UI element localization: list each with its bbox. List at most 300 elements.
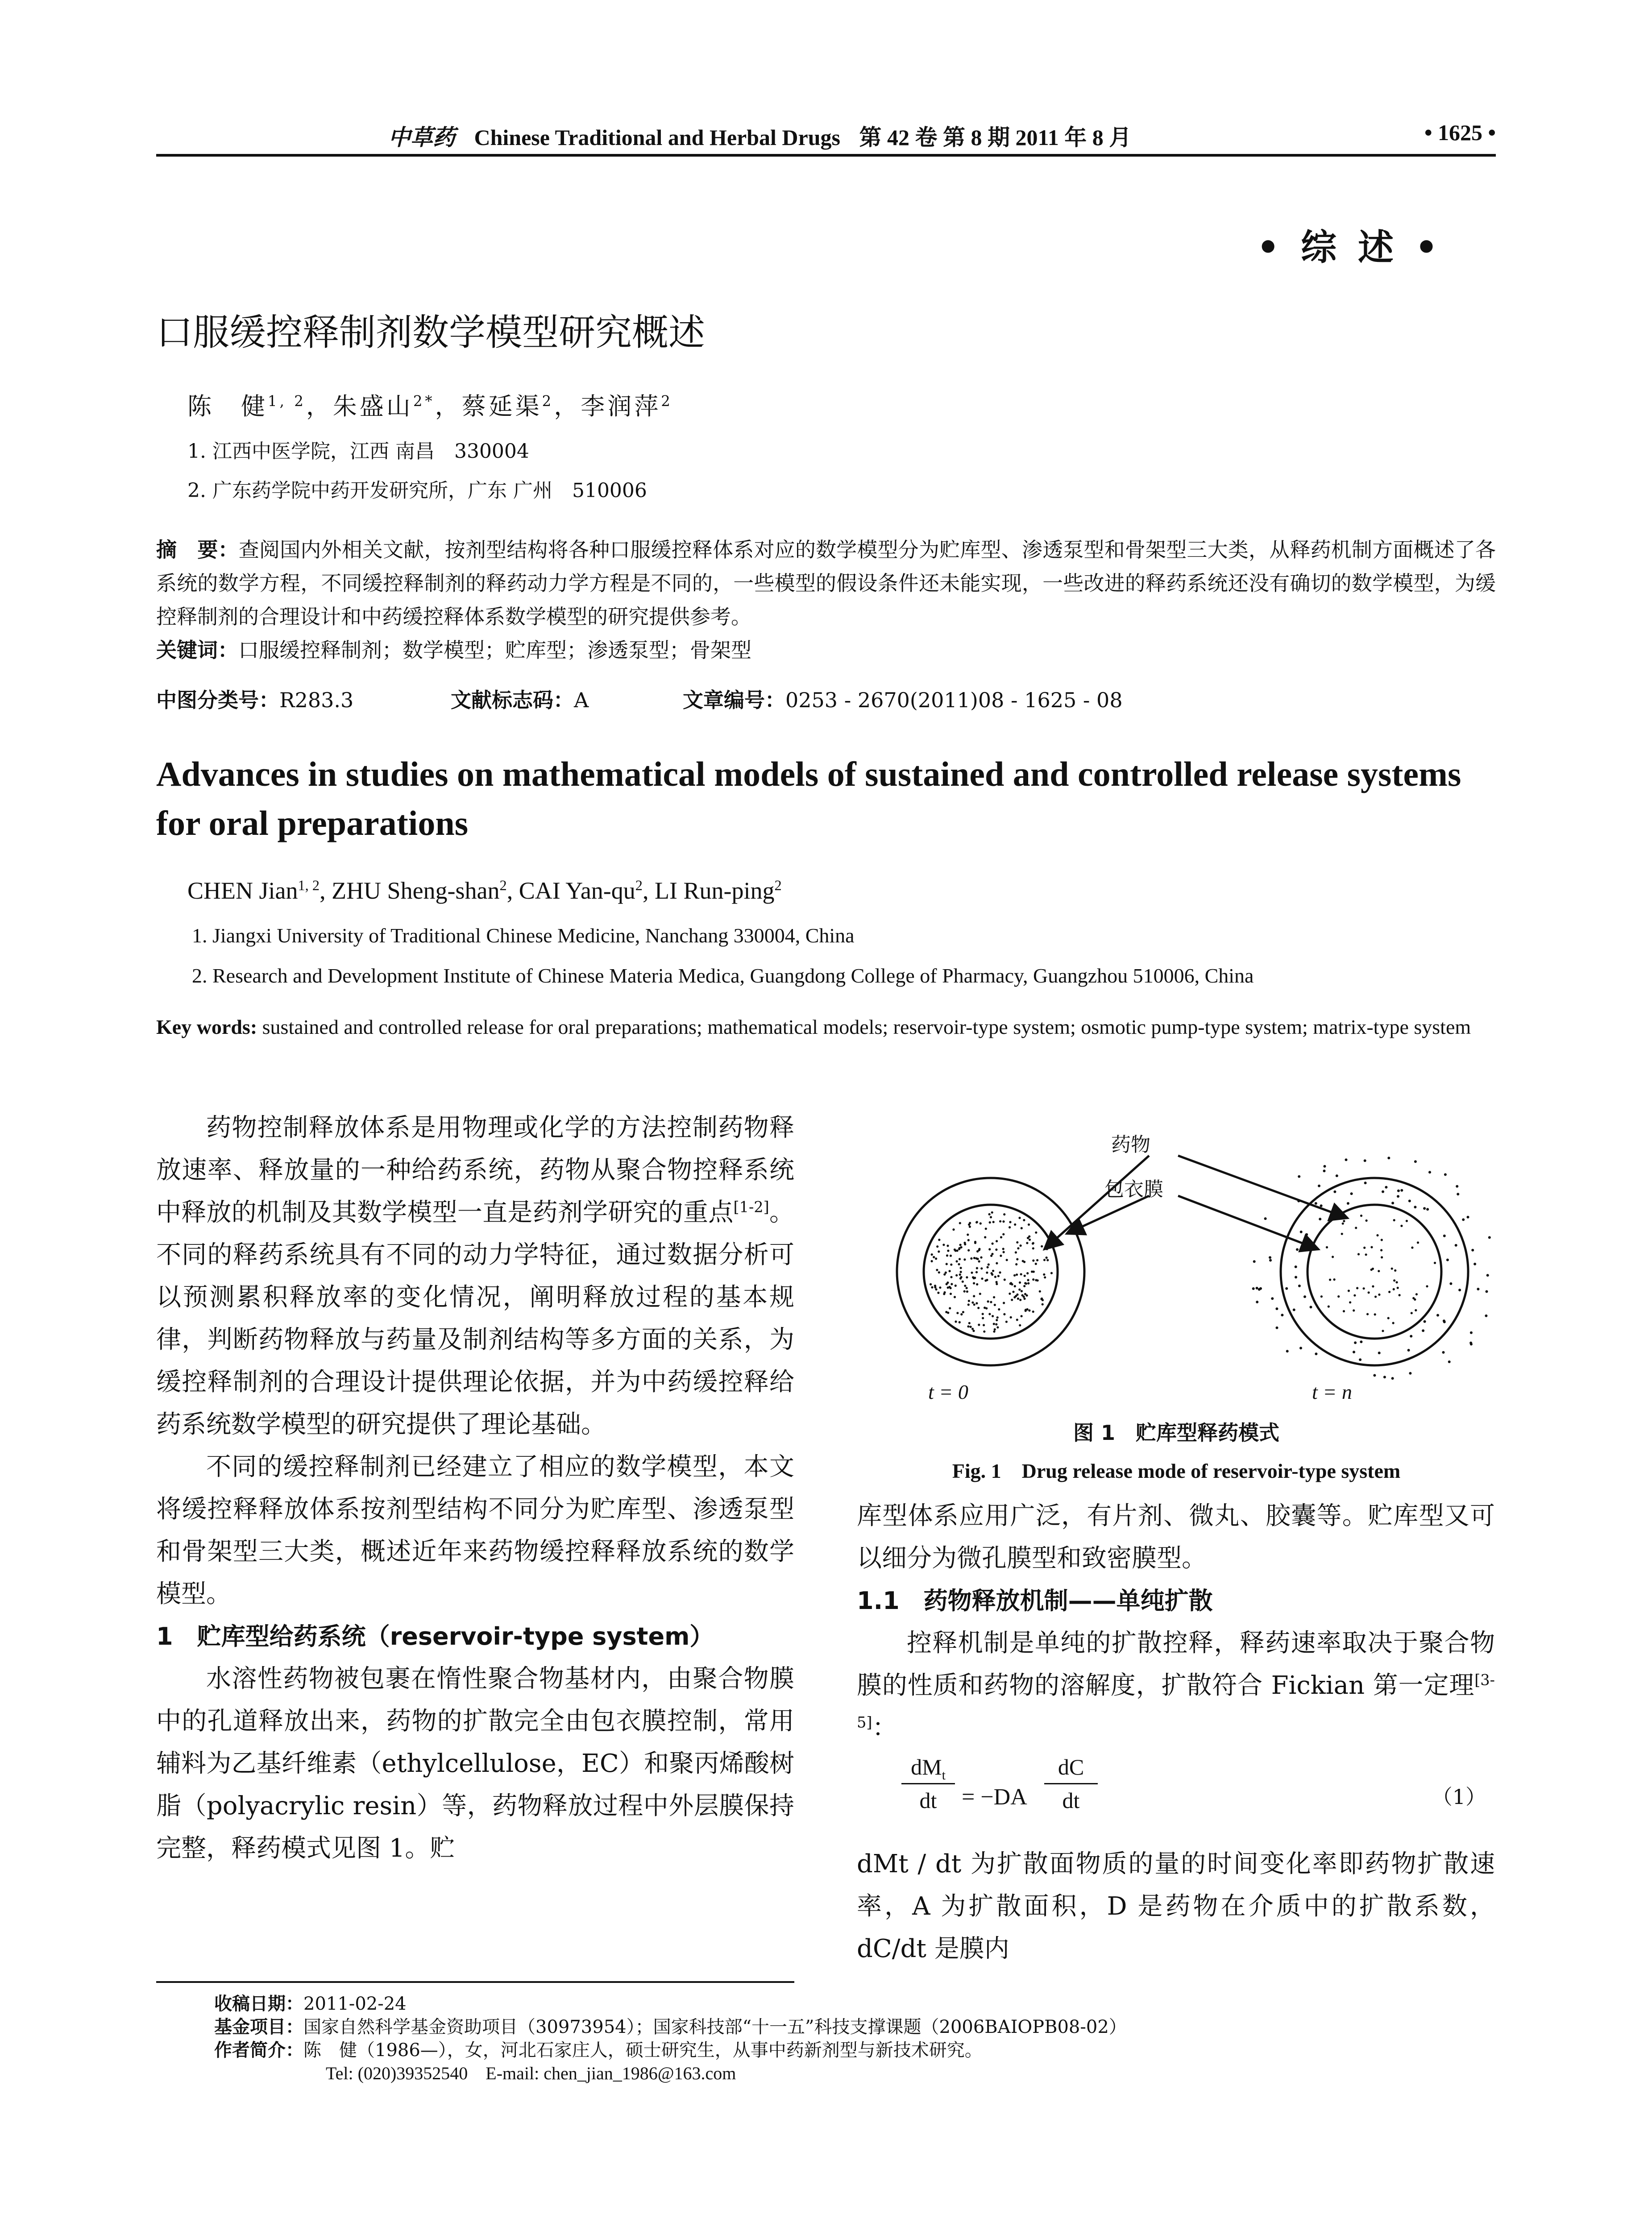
drug-particle (976, 1267, 978, 1269)
eq-rhs-den: dt (1062, 1788, 1080, 1813)
drug-particle (1009, 1221, 1011, 1223)
figure-caption-cn: 图 1 贮库型释药模式 (1073, 1421, 1280, 1445)
drug-particle (1347, 1202, 1349, 1205)
author-separator: ， (306, 392, 333, 420)
drug-particle (955, 1274, 958, 1277)
drug-particle (1428, 1171, 1431, 1174)
drug-particle (1411, 1247, 1413, 1249)
drug-particle (1363, 1247, 1366, 1249)
english-affiliation: 1. Jiangxi University of Traditional Chinese Medicine, Nanchang 330004, China (192, 924, 855, 947)
drug-particle (995, 1248, 997, 1251)
drug-particle (1382, 1190, 1384, 1193)
drug-particle (1350, 1192, 1353, 1195)
drug-particle (967, 1239, 970, 1241)
author-affil-mark: 2 (635, 878, 643, 894)
drug-particle (963, 1258, 966, 1261)
footnote-value: 国家自然科学基金资助项目（30973954）；国家科技部“十一五”科技支撑课题（2006BAIOPB08-02） (303, 2017, 1127, 2037)
equation-1 (857, 1749, 1495, 1843)
drug-particle (1378, 1352, 1381, 1354)
drug-particle (950, 1293, 952, 1295)
drug-particle (931, 1253, 933, 1256)
drug-particle (1426, 1285, 1428, 1287)
drug-particle (960, 1313, 963, 1315)
drug-particles-t0 (930, 1211, 1053, 1333)
drug-particle (1393, 1288, 1395, 1290)
reservoir-release-diagram (857, 1102, 1496, 1414)
drug-particle (1016, 1241, 1018, 1244)
drug-particle (962, 1281, 964, 1283)
body-right-column (857, 1495, 1495, 1970)
drug-particle (1310, 1306, 1312, 1308)
drug-particle (966, 1290, 968, 1293)
drug-particle (982, 1313, 984, 1315)
drug-particle (960, 1267, 962, 1269)
drug-particle (1035, 1279, 1037, 1281)
footnote-label: 收稿日期： (214, 1994, 303, 2014)
drug-particle (1385, 1186, 1387, 1189)
drug-particle (1422, 1329, 1424, 1332)
drug-particle (1374, 1296, 1377, 1298)
drug-particle (1391, 1202, 1394, 1204)
drug-particle (999, 1271, 1001, 1273)
drug-particle (1364, 1182, 1367, 1184)
drug-particle (1018, 1217, 1021, 1219)
drug-particle (973, 1295, 975, 1297)
drug-particle (1368, 1291, 1370, 1294)
drug-particle (1305, 1233, 1308, 1236)
drug-particle (1043, 1273, 1045, 1276)
journal-name-en: Chinese Traditional and Herbal Drugs (474, 125, 840, 150)
author-separator: , (642, 877, 655, 904)
drug-particle (1364, 1159, 1366, 1162)
drug-particle (975, 1257, 978, 1260)
drug-particle (1337, 1295, 1340, 1298)
drug-particle (1021, 1315, 1023, 1317)
drug-particle (996, 1319, 998, 1321)
keywords-text: 口服缓控释制剂；数学模型；贮库型；渗透泵型；骨架型 (238, 638, 751, 662)
clc-code: R283.3 (279, 688, 354, 712)
drug-particle (1356, 1287, 1358, 1289)
drug-particle (1050, 1272, 1053, 1274)
drug-particle (1023, 1296, 1025, 1298)
drug-particle (976, 1250, 979, 1252)
drug-particle (1028, 1309, 1030, 1311)
drug-particle (992, 1243, 994, 1245)
footnote-rule (156, 1981, 794, 1983)
footnote-label: 基金项目： (214, 2017, 303, 2037)
drug-particle (934, 1285, 936, 1287)
footnote-bio (214, 2039, 1464, 2062)
drug-particle (1015, 1263, 1017, 1265)
drug-particle (1293, 1309, 1295, 1311)
drug-particle (938, 1271, 940, 1273)
drug-particle (1343, 1310, 1345, 1312)
drug-particle (1345, 1158, 1348, 1161)
drug-particle (984, 1279, 987, 1281)
classification-line (156, 684, 1123, 713)
drug-particle (942, 1244, 945, 1246)
drug-particle (955, 1320, 957, 1323)
article-number: 0253 - 2670(2011)08 - 1625 - 08 (785, 688, 1123, 712)
journal-name-cn: 中草药 (388, 124, 455, 150)
drug-particle (1013, 1274, 1016, 1277)
drug-particle (1021, 1290, 1023, 1292)
drug-particle (1281, 1314, 1283, 1316)
drug-particle (1391, 1268, 1393, 1270)
drug-particle (1253, 1260, 1256, 1263)
drug-particle (1349, 1301, 1351, 1303)
drug-particle (1328, 1306, 1330, 1308)
english-authors (187, 877, 782, 904)
drug-particle (959, 1321, 961, 1323)
drug-particle (1026, 1294, 1028, 1297)
drug-particle (1023, 1219, 1025, 1221)
drug-particle (991, 1211, 993, 1214)
citation[interactable]: [3-5] (857, 1671, 1495, 1731)
drug-particle (933, 1256, 935, 1258)
drug-particle (1024, 1282, 1026, 1284)
drug-particle (946, 1254, 948, 1256)
footnote-contact: Tel: (020)39352540 E-mail: chen_jian_1986@163.com (326, 2063, 736, 2083)
drug-particle (1017, 1247, 1019, 1249)
drug-particle (1286, 1350, 1289, 1352)
drug-particle (1415, 1309, 1417, 1311)
drug-particle (1486, 1274, 1489, 1277)
drug-particle (966, 1287, 968, 1289)
drug-particle (999, 1220, 1001, 1223)
drug-particle (1486, 1290, 1488, 1293)
journal-issue: 第 42 卷 第 8 期 2011 年 8 月 (859, 125, 1132, 150)
drug-particle (1333, 1190, 1336, 1193)
drug-particle (967, 1303, 970, 1306)
drug-particle (947, 1286, 949, 1289)
author-affil-mark: 2* (413, 393, 435, 410)
drug-particle (1011, 1299, 1013, 1301)
body-paragraph (156, 1107, 794, 1446)
keywords-label: 关键词： (156, 638, 238, 662)
eq-lhs-sub: t (942, 1768, 946, 1783)
drug-particle (1381, 1256, 1383, 1258)
drug-particle (983, 1331, 985, 1333)
drug-particle (1026, 1272, 1029, 1274)
drug-particle (1353, 1351, 1355, 1353)
drug-particle (972, 1330, 975, 1332)
drug-particle (1017, 1298, 1019, 1300)
author-name: 蔡延渠 (461, 392, 542, 420)
drug-particle (1348, 1290, 1350, 1292)
drug-particle (987, 1300, 989, 1302)
drug-particle (1383, 1376, 1386, 1378)
arrow-drug-to-tn (1178, 1156, 1348, 1218)
drug-particle (967, 1325, 969, 1327)
drug-particle (964, 1285, 966, 1287)
doc-code: A (574, 688, 589, 712)
drug-particle (959, 1222, 961, 1224)
drug-particle (1024, 1275, 1026, 1277)
drug-particle (1318, 1185, 1320, 1187)
drug-particle (1414, 1160, 1417, 1163)
chinese-abstract (156, 533, 1496, 634)
drug-particle (977, 1307, 980, 1309)
drug-particle (996, 1316, 999, 1319)
drug-particle (1021, 1227, 1023, 1229)
drug-particle (1002, 1248, 1004, 1250)
citation[interactable]: [1-2] (733, 1198, 769, 1216)
drug-particle (995, 1323, 997, 1325)
drug-particle (980, 1222, 982, 1224)
drug-particle (1357, 1253, 1360, 1255)
drug-particle (938, 1239, 940, 1241)
drug-particle (1366, 1313, 1369, 1315)
label-drug: 药物 (1111, 1133, 1150, 1156)
drug-particle (981, 1277, 983, 1280)
drug-particle (1269, 1256, 1271, 1259)
drug-particle (1455, 1244, 1457, 1247)
drug-particle (1285, 1287, 1288, 1290)
drug-particle (1035, 1232, 1037, 1234)
body-text: 控释机制是单纯的扩散控释，释药速率取决于聚合物膜的性质和药物的溶解度，扩散符合 Fickian 第一定理 (857, 1629, 1495, 1700)
drug-particle (988, 1248, 991, 1250)
english-affiliation: 2. Research and Development Institute of Chinese Materia Medica, Guangdong College of Pharmacy, Guangzhou 510006, China (192, 964, 1254, 987)
drug-particle (959, 1273, 961, 1276)
capsule-tn (1252, 1157, 1491, 1380)
drug-particle (1342, 1223, 1344, 1225)
drug-particle (980, 1267, 983, 1269)
drug-particle (1044, 1276, 1046, 1278)
drug-particle (1000, 1236, 1002, 1238)
drug-particle (1434, 1262, 1436, 1264)
drug-particle (1477, 1288, 1479, 1290)
drug-particle (1373, 1374, 1376, 1377)
drug-particle (1259, 1287, 1262, 1290)
drug-particle (1417, 1241, 1419, 1244)
clc-label: 中图分类号： (156, 688, 279, 712)
drug-particle (996, 1281, 998, 1283)
drug-particle (1399, 1294, 1401, 1296)
drug-particle (1397, 1195, 1399, 1198)
drug-particle (973, 1303, 975, 1306)
drug-particle (951, 1283, 953, 1285)
chinese-keywords (156, 634, 1496, 667)
drug-particle (971, 1328, 974, 1330)
drug-particle (1032, 1242, 1034, 1244)
author-affil-mark: 2 (542, 393, 554, 410)
drug-particle (978, 1324, 980, 1326)
drug-particle (1329, 1279, 1331, 1281)
drug-particle (986, 1272, 988, 1274)
drug-particle (943, 1293, 945, 1295)
drug-particle (1410, 1335, 1412, 1338)
drug-particle (994, 1304, 996, 1306)
running-header (156, 120, 1496, 155)
drug-particle (979, 1293, 981, 1295)
drug-particle (1275, 1307, 1278, 1310)
drug-particle (952, 1228, 955, 1231)
drug-particle (993, 1331, 995, 1333)
drug-particle (1397, 1287, 1399, 1289)
author-affil-mark: 2 (774, 878, 782, 894)
equation-middle: = −DA (962, 1784, 1027, 1810)
drug-particle (1256, 1287, 1258, 1290)
drug-particle (1448, 1360, 1451, 1363)
drug-particle (1032, 1278, 1034, 1281)
drug-particle (947, 1250, 949, 1252)
drug-particle (998, 1308, 1000, 1310)
drug-particles-tn (1252, 1157, 1491, 1380)
drug-particle (988, 1313, 991, 1315)
drug-particle (1029, 1239, 1031, 1241)
drug-particle (1444, 1173, 1447, 1176)
author-separator: ， (554, 392, 581, 420)
drug-particle (1026, 1242, 1028, 1244)
drug-particle (967, 1249, 970, 1252)
eq-lhs-den: dt (919, 1788, 937, 1813)
footnote-value: 2011-02-24 (303, 1994, 407, 2014)
author-name: 陈 健 (187, 392, 268, 420)
body-paragraph: dMt / dt 为扩散面物质的量的时间变化率即药物扩散速率，A 为扩散面积，D 是药物在介质中的扩散系数，dC/dt 是膜内 (857, 1849, 1495, 1963)
drug-particle (1359, 1358, 1361, 1361)
coating-outer-tn (1281, 1178, 1468, 1365)
author-affil-mark: 1, 2 (268, 393, 306, 410)
body-text: 。不同的释药系统具有不同的动力学特征，通过数据分析可以预测累积释放率的变化情况，阐明释放过程的基本规律，判断药物释放与药量及制剂结构等多方面的关系，为缓控释制剂的合理设计提供理论依据，并为中药缓控释给药系统数学模型的研究提供了理论基础。 (156, 1198, 795, 1439)
drug-particle (1319, 1218, 1321, 1220)
drug-particle (990, 1301, 992, 1303)
drug-particle (1018, 1289, 1021, 1291)
drug-particle (1332, 1256, 1334, 1258)
author-name: ZHU Sheng-shan (332, 877, 500, 904)
drug-particle (1016, 1294, 1018, 1296)
drug-particle (1020, 1273, 1022, 1275)
drug-particle (1004, 1278, 1006, 1281)
drug-particle (968, 1223, 970, 1226)
drug-particle (1320, 1295, 1323, 1298)
drug-particle (1436, 1314, 1439, 1317)
drug-particle (1256, 1301, 1258, 1303)
drug-particle (1414, 1298, 1416, 1301)
drug-particle (1449, 1282, 1452, 1285)
drug-particle (991, 1273, 993, 1276)
drug-particle (1411, 1312, 1413, 1314)
drug-particle (968, 1322, 971, 1324)
author-affil-mark: 1, 2 (298, 878, 320, 894)
author-affil-mark: 2 (499, 878, 507, 894)
footnote-fund (214, 2015, 1464, 2039)
drug-particle (1023, 1285, 1025, 1287)
drug-particle (1009, 1293, 1011, 1295)
drug-particle (1315, 1202, 1317, 1205)
drug-particle (936, 1245, 938, 1248)
drug-particle (996, 1326, 999, 1328)
drug-particle (959, 1277, 962, 1280)
drug-particle (997, 1275, 1000, 1277)
drug-particle (1015, 1251, 1017, 1253)
drug-particle (971, 1302, 974, 1304)
drug-particle (1423, 1207, 1426, 1210)
drug-particle (959, 1244, 962, 1246)
drug-particle (946, 1281, 949, 1284)
eq-lhs-num: dM (911, 1754, 942, 1779)
drug-particle (970, 1326, 972, 1328)
drug-particle (1370, 1246, 1373, 1248)
drug-particle (1353, 1309, 1355, 1311)
drug-particle (1252, 1287, 1255, 1290)
drug-particle (1009, 1226, 1011, 1228)
drug-particle (989, 1221, 991, 1223)
author-separator: , (320, 877, 332, 904)
drug-particle (1415, 1293, 1418, 1295)
drug-particle (949, 1307, 951, 1309)
drug-particle (1271, 1297, 1274, 1300)
drug-particle (1046, 1256, 1048, 1259)
english-keywords (156, 1008, 1496, 1046)
author-separator: ， (435, 392, 462, 420)
drug-particle (1005, 1321, 1008, 1323)
drug-particle (992, 1221, 995, 1223)
drug-particle (1032, 1260, 1034, 1262)
drug-particle (1003, 1313, 1005, 1315)
drug-particle (1043, 1259, 1046, 1261)
drug-particle (969, 1226, 971, 1228)
drug-particle (970, 1257, 972, 1260)
drug-particle (1343, 1220, 1345, 1222)
drug-particle (956, 1312, 959, 1314)
drug-particle (1409, 1372, 1411, 1375)
abstract-text: 查阅国内外相关文献，按剂型结构将各种口服缓控释体系对应的数学模型分为贮库型、渗透泵型和骨架型三大类，从释药机制方面概述了各系统的数学方程，不同缓控释制剂的释药动力学方程是不同的，一些模型的假设条件还未能实现，一些改进的释药系统还没有确切的数学模型，为缓控释制剂的合理设计和中药缓控释体系数学模型的研究提供参考。 (156, 538, 1496, 629)
drug-particle (1407, 1349, 1410, 1352)
drug-particle (1296, 1248, 1299, 1251)
drug-particle (1016, 1273, 1018, 1276)
abstract-label: 摘 要： (156, 538, 239, 562)
drug-particle (1041, 1298, 1043, 1300)
drug-particle (1355, 1227, 1357, 1229)
drug-particle (1276, 1327, 1278, 1329)
drug-particle (1000, 1255, 1002, 1257)
drug-particle (936, 1269, 938, 1271)
chinese-affiliation: 1. 江西中医学院，江西 南昌 330004 (187, 440, 529, 463)
chinese-affiliation: 2. 广东药学院中药开发研究所，广东 广州 510006 (187, 479, 647, 502)
figure-caption-en: Fig. 1 Drug release mode of reservoir-type system (952, 1460, 1401, 1482)
drug-particle (1443, 1321, 1446, 1323)
drug-particle (1300, 1231, 1303, 1233)
equation-lhs-fraction (901, 1754, 955, 1814)
drug-particle (949, 1270, 951, 1272)
drug-particle (1382, 1330, 1384, 1332)
drug-particle (1028, 1223, 1030, 1226)
drug-particle (1010, 1316, 1012, 1319)
article-number-label: 文章编号： (683, 688, 785, 712)
drug-particle (954, 1296, 956, 1298)
drug-particle (1408, 1200, 1411, 1203)
drug-particle (956, 1260, 958, 1262)
drug-particle (931, 1286, 933, 1289)
drug-particle (1303, 1295, 1306, 1298)
drug-particle (1370, 1269, 1373, 1271)
drug-particle (982, 1317, 984, 1319)
author-affil-mark: 2 (661, 393, 673, 410)
drug-particle (1424, 1320, 1426, 1323)
drug-particle (1003, 1251, 1005, 1253)
drug-particle (962, 1311, 964, 1313)
drug-particle (1039, 1290, 1041, 1293)
author-separator: , (506, 877, 519, 904)
drug-particle (978, 1248, 980, 1250)
drug-particle (973, 1282, 975, 1284)
drug-particle (1336, 1174, 1338, 1177)
footnote-received (214, 1992, 1464, 2015)
drug-particle (1376, 1234, 1378, 1236)
drug-particle (950, 1287, 952, 1289)
drug-particle (1305, 1240, 1308, 1243)
